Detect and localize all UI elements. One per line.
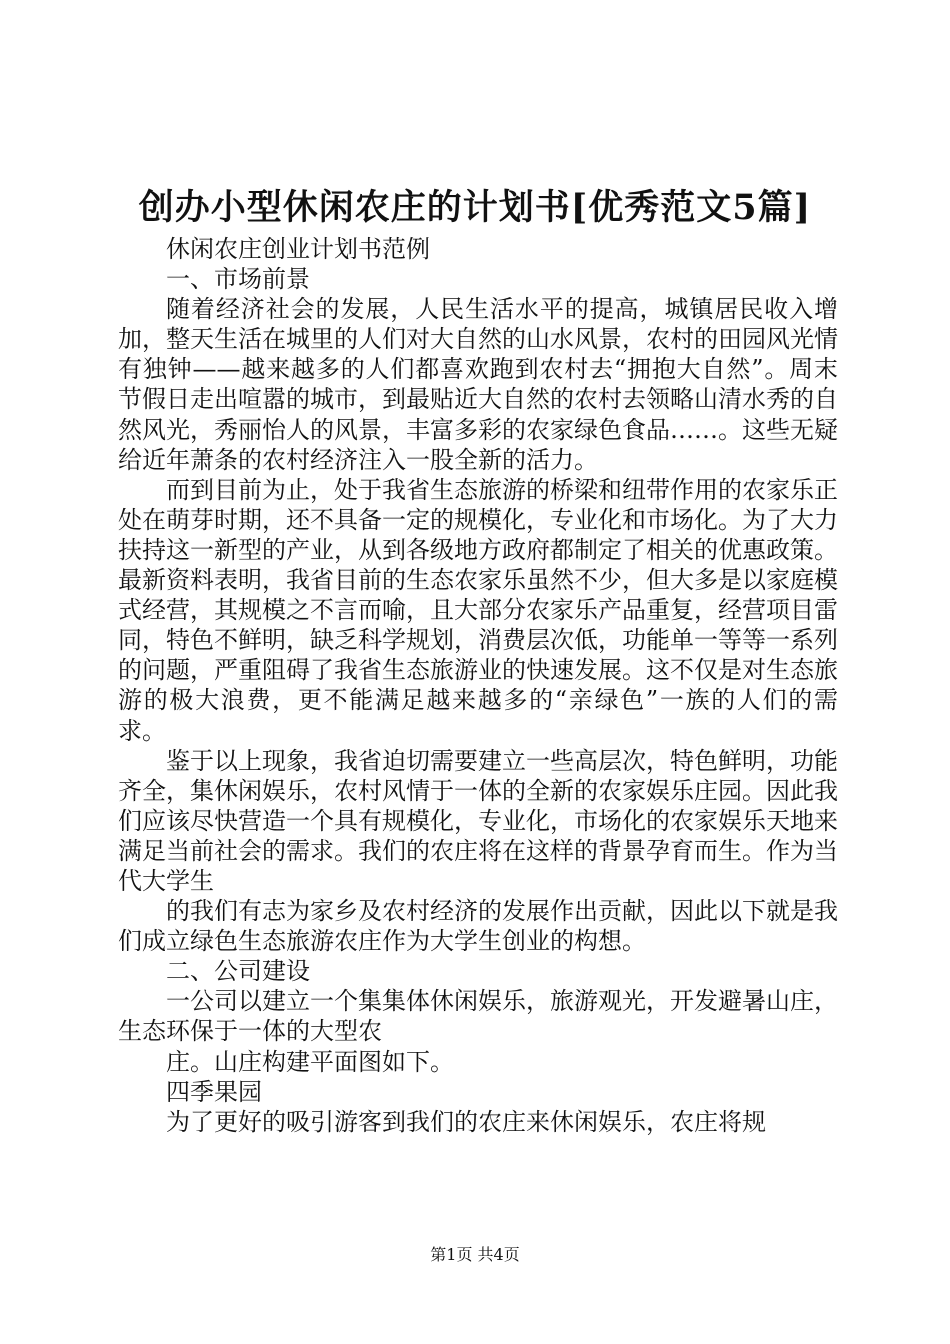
paragraph-market-1: 随着经济社会的发展，人民生活水平的提高，城镇居民收入增加，整天生活在城里的人们对大自然的山水风景，农村的田园风光情有独钟——越来越多的人们都喜欢跑到农村去“拥抱大自然”。周末节假日走出喧嚣的城市，到最贴近大自然的农村去领略山清水秀的自然风光，秀丽怡人的风景，丰富多彩的农家绿色食品……。这些无疑给近年萧条的农村经济注入一股全新的活力。 <box>118 295 838 474</box>
paragraph-company-2: 庄。山庄构建平面图如下。 <box>166 1047 454 1076</box>
paragraph-market-4: 的我们有志为家乡及农村经济的发展作出贡献，因此以下就是我们成立绿色生态旅游农庄作为大学生创业的构想。 <box>118 897 838 956</box>
paragraph-subtitle: 休闲农庄创业计划书范例 <box>166 235 430 263</box>
heading-four-seasons-orchard: 四季果园 <box>166 1077 262 1106</box>
document-body <box>118 234 838 1137</box>
heading-company-setup: 二、公司建设 <box>166 957 310 986</box>
paragraph-market-3: 鉴于以上现象，我省迫切需要建立一些高层次，特色鲜明，功能齐全，集休闲娱乐，农村风情于一体的全新的农家娱乐庄园。因此我们应该尽快营造一个具有规模化，专业化，市场化的农家娱乐天地来满足当前社会的需求。我们的农庄将在这样的背景孕育而生。作为当代大学生 <box>118 746 838 895</box>
heading-market-outlook: 一、市场前景 <box>166 265 310 294</box>
paragraph-market-2: 而到目前为止，处于我省生态旅游的桥梁和纽带作用的农家乐正处在萌芽时期，还不具备一定的规模化，专业化和市场化。为了大力扶持这一新型的产业，从到各级地方政府都制定了相关的优惠政策。最新资料表明，我省目前的生态农家乐虽然不少，但大多是以家庭模式经营，其规模之不言而喻，且大部分农家乐产品重复，经营项目雷同，特色不鲜明，缺乏科学规划，消费层次低，功能单一等等一系列的问题，严重阻碍了我省生态旅游业的快速发展。这不仅是对生态旅游的极大浪费，更不能满足越来越多的“亲绿色”一族的人们的需求。 <box>118 475 838 745</box>
document-title: 创办小型休闲农庄的计划书[优秀范文5篇] <box>138 187 812 228</box>
paragraph-company-1: 一公司以建立一个集集体休闲娱乐，旅游观光，开发避暑山庄，生态环保于一体的大型农 <box>118 987 838 1046</box>
page-footer: 第1页 共4页 <box>430 1245 520 1264</box>
paragraph-orchard-1: 为了更好的吸引游客到我们的农庄来休闲娱乐，农庄将规 <box>166 1107 766 1136</box>
